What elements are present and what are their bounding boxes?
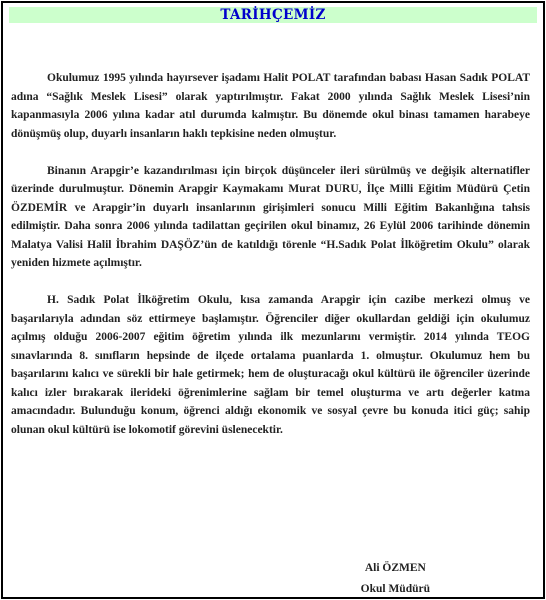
page-frame — [1, 1, 545, 599]
paragraph-allocation: Binanın Arapgir’e kazandırılması için birçok düşünceler ileri sürülmüş ve değişik alternatifler üzerinde durulmuştur. Dönemin Arapgir Kaymakamı Murat DURU, İlçe Milli Eğitim Müdürü Çetin ÖZDEMİR ve Arapgir’in duyarlı insanlarının girişimleri sonucu Milli Eğitim Bakanlığına tahsis edilmiştir. Daha sonra 2006 yılında tadilattan geçirilen okul binamız, 26 Eylül 2006 tarihinde dönemin Malatya Valisi Halil İbrahim DAŞÖZ’ün de katıldığı törenle “H.Sadık Polat İlköğretim Okulu” olarak yeniden hizmete açılmıştır. — [11, 164, 530, 269]
signature-name: Ali ÖZMEN — [364, 562, 426, 574]
paragraph-founding: Okulumuz 1995 yılında hayırsever işadamı Halit POLAT tarafından babası Hasan Sadık POLAT adına “Sağlık Meslek Lisesi” olarak yaptırılmıştır. Fakat 2000 yılında Sağlık Meslek Lisesi’nin kapanmasıyla 2006 yılına kadar atıl durumda kalmıştır. Bu dönemde okul binası tamamen harabeye dönüşmüş olup, duyarlı insanların haklı tepkisine neden olmuştur. — [11, 72, 530, 140]
paragraph-achievements: H. Sadık Polat İlköğretim Okulu, kısa zamanda Arapgir için cazibe merkezi olmuş ve başarılarıyla adından söz ettirmeye başlamıştır. Öğrenciler diğer okullardan geldiği için okulumuz açılmış olduğu 2006-2007 eğitim öğretim yılında ilk mezunlarını vermiştir. 2014 yılında TEOG sınavlarında 8. sınıfların hepsinde de ilçede ortalama puanlarda 1. olmuştur. Okulumuz hem bu başarılarını kalıcı ve sürekli bir hale getirmek; hem de oluşturacağı okul kültürü ile öğrenciler üzerinde kalıcı izler bırakarak ilerideki öğrenimlerine sağlam bir temel oluşturma ve artı değerler katma amacındadır. Bulunduğu konum, öğrenci aldığı ekonomik ve sosyal çevre bu konuda itici güç; sahip olunan okul kültürü ise lokomotif görevini üslenecektir. — [11, 294, 530, 436]
signature-block — [361, 558, 430, 600]
signature-title: Okul Müdürü — [360, 583, 430, 595]
history-text — [11, 69, 530, 458]
page-title: TARİHÇEMİZ — [9, 7, 537, 23]
